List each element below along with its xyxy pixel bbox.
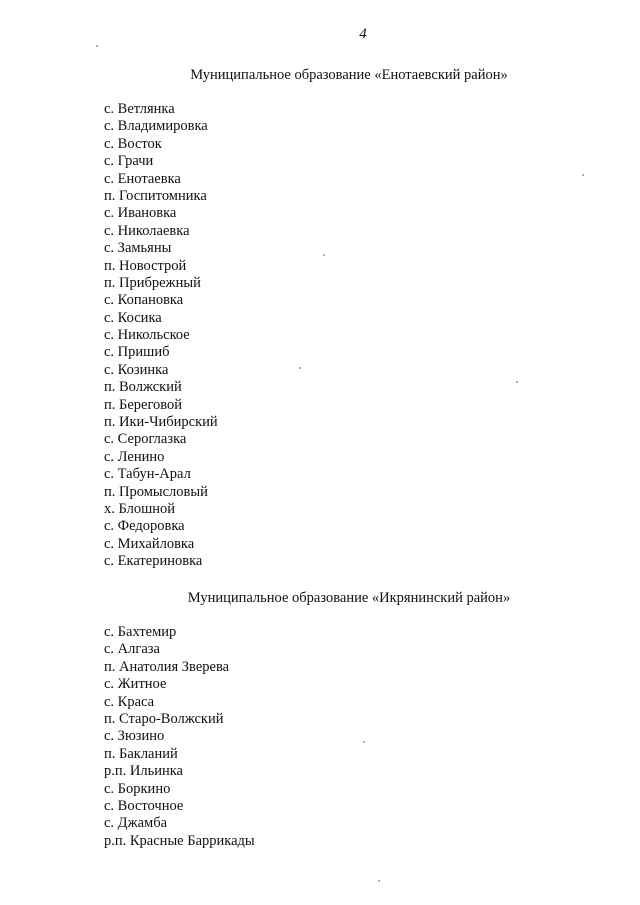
- settlement-item: п. Береговой: [104, 396, 183, 413]
- settlement-item: х. Блошной: [104, 500, 176, 517]
- settlement-item: с. Никольское: [104, 327, 190, 344]
- settlement-item: с. Житное: [104, 676, 167, 693]
- settlement-item: п. Ики-Чибирский: [104, 414, 218, 431]
- settlement-item: п. Госпитомника: [104, 187, 207, 204]
- settlement-item: с. Восток: [104, 135, 162, 152]
- settlement-item: п. Промысловый: [104, 483, 208, 500]
- settlement-item: с. Ивановка: [104, 205, 177, 222]
- settlement-item: р.п. Ильинка: [104, 763, 183, 780]
- scan-speck: [323, 254, 325, 256]
- settlement-item: с. Николаевка: [104, 222, 190, 239]
- scan-speck: [299, 367, 301, 369]
- settlement-list-enotaevsky: [104, 101, 218, 571]
- settlement-item: с. Владимировка: [104, 118, 208, 135]
- settlement-item: с. Алгаза: [104, 641, 160, 658]
- settlement-item: с. Ветлянка: [104, 101, 175, 117]
- settlement-item: с. Джамба: [104, 815, 168, 832]
- scan-speck: [363, 741, 365, 743]
- settlement-item: с. Зюзино: [104, 728, 165, 745]
- settlement-item: п. Анатолия Зверева: [104, 658, 230, 675]
- section-heading-enotaevsky: Муниципальное образование «Енотаевский район»: [190, 67, 508, 83]
- settlement-item: с. Грачи: [104, 153, 154, 170]
- settlement-item: п. Старо-Волжский: [104, 710, 224, 727]
- page-number: 4: [359, 26, 367, 42]
- settlement-item: п. Новострой: [104, 257, 187, 274]
- settlement-item: п. Прибрежный: [104, 274, 201, 291]
- settlement-item: с. Краса: [104, 693, 155, 710]
- settlement-item: с. Козинка: [104, 361, 169, 378]
- settlement-item: п. Волжский: [104, 379, 182, 396]
- settlement-item: с. Табун-Арал: [104, 466, 191, 483]
- section-heading-ikryaninsky: Муниципальное образование «Икрянинский район»: [187, 590, 511, 606]
- scan-speck: [516, 381, 518, 383]
- scan-speck: [582, 174, 584, 176]
- settlement-item: с. Енотаевка: [104, 170, 181, 187]
- scan-speck: [378, 880, 380, 882]
- settlement-item: с. Екатериновка: [104, 553, 203, 570]
- settlement-item: п. Бакланий: [104, 745, 178, 762]
- settlement-item: с. Косика: [104, 309, 162, 326]
- settlement-item: с. Михайловка: [104, 535, 195, 552]
- settlement-item: с. Копановка: [104, 292, 184, 309]
- settlement-item: с. Бахтемир: [104, 624, 177, 640]
- settlement-item: с. Сероглазка: [104, 431, 187, 448]
- settlement-item: с. Восточное: [104, 797, 184, 814]
- settlement-item: с. Пришиб: [104, 344, 170, 361]
- settlement-item: р.п. Красные Баррикады: [104, 832, 255, 849]
- settlement-item: с. Замьяны: [104, 240, 172, 257]
- settlement-item: с. Федоровка: [104, 518, 185, 535]
- scan-speck: [96, 45, 98, 47]
- settlement-item: с. Ленино: [104, 448, 165, 465]
- settlement-list-ikryaninsky: [104, 624, 255, 850]
- settlement-item: с. Боркино: [104, 780, 171, 797]
